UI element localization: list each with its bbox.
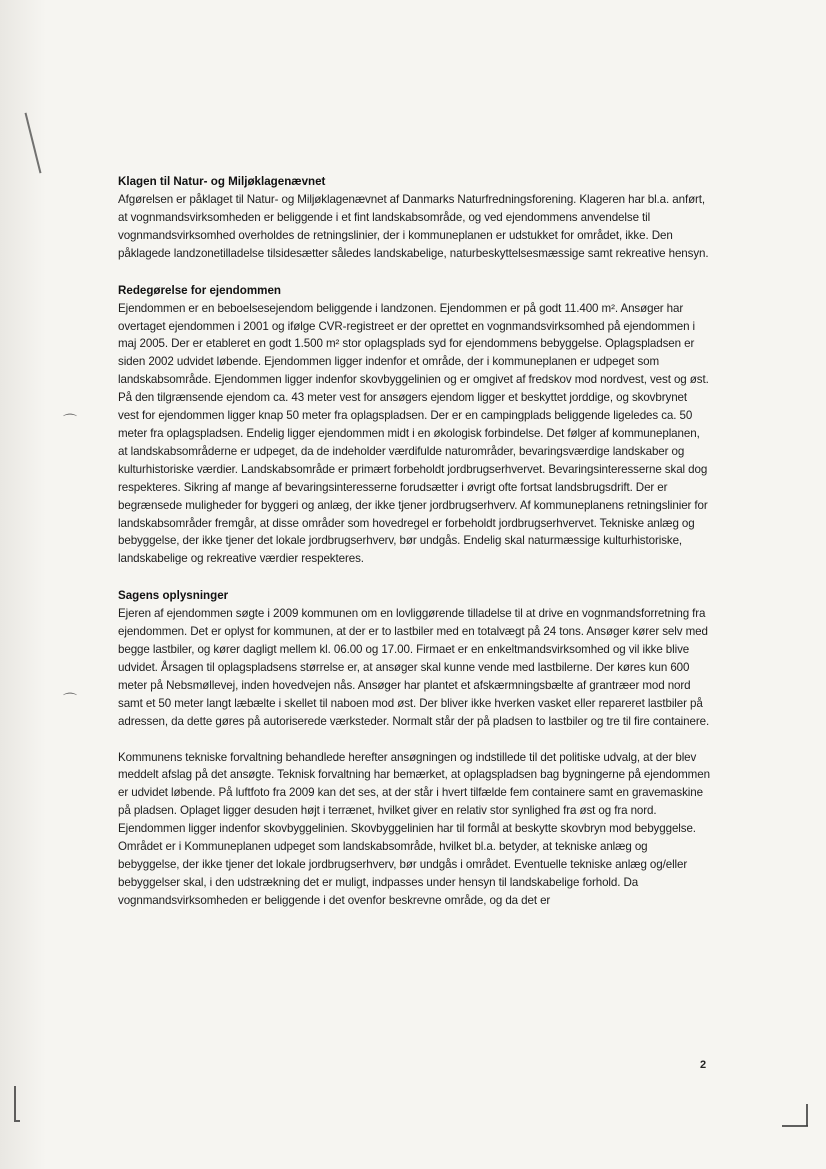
punch-hole-mark-lower: ⌒ (63, 693, 77, 709)
section-municipality (118, 749, 710, 910)
section-property (118, 281, 710, 569)
scan-corner-bottom-right (806, 1104, 808, 1126)
section-spacer (118, 731, 710, 749)
section-case-info (118, 586, 710, 730)
scan-corner-bottom-left (14, 1086, 16, 1120)
paragraph-municipality: Kommunens tekniske forvaltning behandlede herefter ansøgningen og indstillede til det politiske udvalg, at der blev meddelt afslag på det ansøgte. Teknisk forvaltning har bemærket, at oplagspladsen bag bygningerne på ejendommen er udvidet løbende. På luftfoto fra 2009 kan det ses, at der står i hvert tilfælde fem containere samt en gravemaskine på pladsen. Oplaget ligger desuden højt i terrænet, hvilket giver en relativ stor synlighed fra øst og fra nord. Ejendommen ligger indenfor skovbyggelinien. Skovbyggelinien har til formål at beskytte skovbryn mod bebyggelse. Området er i Kommuneplanen udpeget som landskabsområde, hvilket bl.a. betyder, at tekniske anlæg og bebyggelse, der ikke tjener det lokale jordbrugserhverv, bør undgås i området. Eventuelle tekniske anlæg og/eller bebyggelser skal, i den udstrækning det er muligt, indpasses under hensyn til landskabelige forhold. Da vognmandsvirksomheden er beliggende i det ovenfor beskrevne område, og da det er (118, 750, 710, 907)
paragraph-complaint: Afgørelsen er påklaget til Natur- og Miljøklagenævnet af Danmarks Naturfredningsforening. Klageren har bl.a. anført, at vognmandsvirksomheden er beliggende i et fint landskabsområde, og ved ejendommens anvendelse til vognmandsvirksomhed overholdes de retningslinier, der i kommuneplanen er udstukket for området, ikke. Den påklagede landzonetilladelse tilsidesætter således landskabelige, naturbeskyttelsesmæssige samt rekreative hensyn. (118, 193, 709, 260)
scan-shadow-left (0, 0, 46, 1169)
page-number: 2 (700, 1059, 707, 1071)
section-heading-case-info: Sagens oplysninger (118, 589, 229, 603)
document-body (118, 172, 710, 910)
scan-corner-bottom-left-tick (14, 1120, 20, 1122)
punch-hole-mark-upper: ⌒ (63, 414, 77, 430)
paragraph-property: Ejendommen er en beboelsesejendom beliggende i landzonen. Ejendommen er på godt 11.400 m². Ansøger har overtaget ejendommen i 2001 og ifølge CVR-registreet er der oprettet en vognmandsvirksomhed på ejendommen i maj 2005. Der er etableret en godt 1.500 m² stor oplagsplads syd for ejendommens bebyggelse. Oplagspladsen er siden 2002 udvidet løbende. Ejendommen ligger indenfor et område, der i kommuneplanen er udpeget som landskabsområde. Ejendommen ligger indenfor skovbyggelinien og er omgivet af fredskov mod nordvest, vest og øst. På den tilgrænsende ejendom ca. 43 meter vest for ansøgers ejendom ligger et beskyttet jorddige, og skovbrynet vest for ejendommen ligger knap 50 meter fra oplagspladsen. Der er en campingplads beliggende ligeledes ca. 50 meter fra oplagspladsen. Endelig ligger ejendommen midt i en økologisk forbindelse. Det følger af kommuneplanen, at landskabsområderne er udpeget, da de indeholder værdifulde naturområder, bevaringsværdige landskaber og kulturhistoriske værdier. Landskabsområde er primært forbeholdt jordbrugserhvervet. Bevaringsinteresserne skal dog respekteres. Sikring af mange af bevaringsinteresserne forudsætter i øvrigt ofte fortsat landsbrugsdrift. Der er begrænsede muligheder for byggeri og anlæg, der ikke tjener jordbrugserhverv. Af kommuneplanens retningslinier for landskabsområder fremgår, at disse områder som hovedregel er forbeholdt jordbrugserhvervet. Tekniske anlæg og bebyggelse, der ikke tjener det lokale jordbrugserhverv, bør undgås. Endelig skal naturmæssige kulturhistoriske, landskabelige og rekreative værdier respekteres. (118, 301, 709, 566)
section-spacer (118, 263, 710, 281)
section-spacer (118, 568, 710, 586)
section-heading-complaint: Klagen til Natur- og Miljøklagenævnet (118, 175, 326, 188)
section-complaint (118, 172, 710, 263)
section-heading-property: Redegørelse for ejendommen (118, 283, 281, 297)
paragraph-case-info: Ejeren af ejendommen søgte i 2009 kommunen om en lovliggørende tilladelse til at drive en vognmandsforretning fra ejendommen. Det er oplyst for kommunen, at der er to lastbiler med en totalvægt på 24 tons. Ansøger kører selv med begge lastbiler, og kører dagligt mellem kl. 06.00 og 17.00. Firmaet er en enkeltmandsvirksomhed og vil ikke blive udvidet. Årsagen til oplagspladsens størrelse er, at ansøger skal kunne vende med lastbilerne. Der køres kun 600 meter på Nebsmøllevej, inden hovedvejen nås. Ansøger har plantet et afskærmningsbælte af grantræer mod nord samt et 50 meter langt læbælte i skellet til naboen mod øst. Der bliver ikke hverken vasket eller repareret lastbiler på adressen, da dette gøres på autoriserede værksteder. Normalt står der på pladsen to lastbiler og tre til fire containere. (118, 607, 710, 728)
scan-corner-bottom-right-tick (782, 1125, 808, 1127)
